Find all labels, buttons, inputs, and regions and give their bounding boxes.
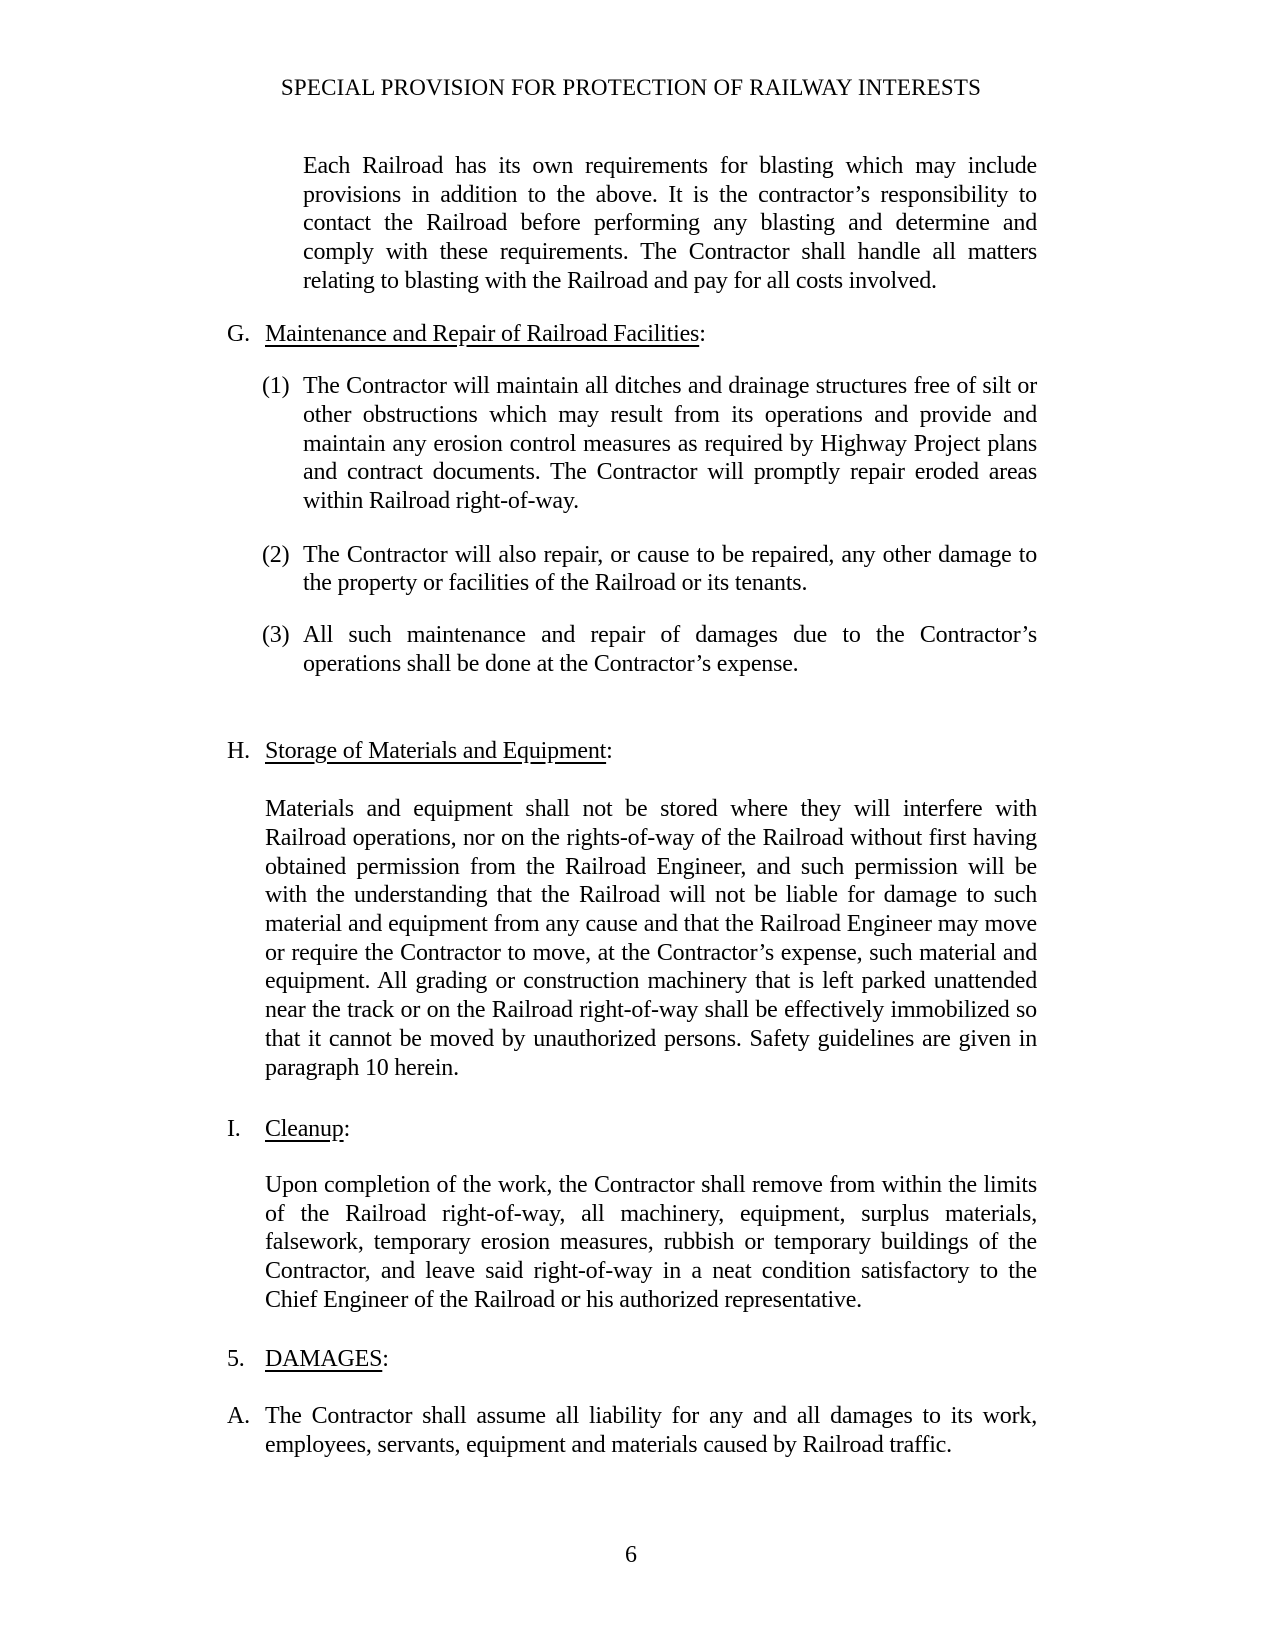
section-label-i: I.	[227, 1116, 241, 1143]
section-heading-h	[225, 737, 1037, 766]
section-heading-5	[225, 1345, 1037, 1374]
list-text-a: The Contractor shall assume all liability for any and all damages to its work, employees, servants, equipment and materials caused by Railroad traffic.	[265, 1403, 1037, 1458]
paragraph-blasting: Each Railroad has its own requirements for blasting which may include provisions in addition to the above. It is the contractor’s responsibility to contact the Railroad before performing any blasting and determine and comply with these requirements. The Contractor shall handle all matters relating to blasting with the Railroad and pay for all costs involved.	[303, 153, 1037, 294]
section-heading-i	[225, 1115, 1037, 1144]
list-item-3	[225, 621, 1037, 678]
list-text-3: All such maintenance and repair of damages due to the Contractor’s operations shall be done at the Contractor’s expense.	[303, 622, 1037, 677]
section-label-g: G.	[227, 320, 250, 347]
section-colon-5: :	[382, 1345, 389, 1372]
list-text-1: The Contractor will maintain all ditches and drainage structures free of silt or other obstructions which may result from its operations and provide and maintain any erosion control measures as required by Highway Project plans and contract documents. The Contractor will promptly repair eroded areas within Railroad right-of-way.	[303, 373, 1037, 515]
section-title-i: Cleanup	[265, 1116, 344, 1143]
section-heading-g	[225, 320, 1037, 349]
list-marker-3: (3)	[262, 622, 290, 649]
section-colon-i: :	[343, 1116, 351, 1143]
document-title: SPECIAL PROVISION FOR PROTECTION OF RAILWAY INTERESTS	[280, 75, 982, 100]
section-title-g: Maintenance and Repair of Railroad Facilities	[265, 320, 700, 347]
list-item-2	[225, 541, 1037, 598]
paragraph-cleanup: Upon completion of the work, the Contractor shall remove from within the limits of the Railroad right-of-way, all machinery, equipment, surplus materials, falsework, temporary erosion measures, rubbish or temporary buildings of the Contractor, and leave said right-of-way in a neat condition satisfactory to the Chief Engineer of the Railroad or his authorized representative.	[265, 1171, 1037, 1313]
section-title-5: DAMAGES	[265, 1345, 383, 1372]
section-colon-h: :	[606, 737, 613, 764]
paragraph-storage: Materials and equipment shall not be stored where they will interfere with Railroad operations, nor on the rights-of-way of the Railroad without first having obtained permission from the Railroad Engineer, and such permission will be with the understanding that the Railroad will not be liable for damage to such material and equipment from any cause and that the Railroad Engineer may move or require the Contractor to move, at the Contractor’s expense, such material and equipment. All grading or construction machinery that is left parked unattended near the track or on the Railroad right-of-way shall be effectively immobilized so that it cannot be moved by unauthorized persons. Safety guidelines are given in paragraph 10 herein.	[265, 796, 1037, 1081]
section-colon-g: :	[699, 320, 706, 347]
section-title-h: Storage of Materials and Equipment	[265, 737, 607, 764]
list-item-1	[225, 372, 1037, 516]
list-marker-2: (2)	[262, 541, 290, 568]
list-text-2: The Contractor will also repair, or cause to be repaired, any other damage to the property or facilities of the Railroad or its tenants.	[303, 541, 1037, 597]
page-number: 6	[625, 1541, 637, 1568]
list-item-a	[225, 1402, 1037, 1459]
list-marker-1: (1)	[262, 373, 290, 400]
section-label-5: 5.	[227, 1345, 245, 1372]
section-label-h: H.	[227, 737, 250, 764]
list-marker-a: A.	[227, 1403, 250, 1430]
